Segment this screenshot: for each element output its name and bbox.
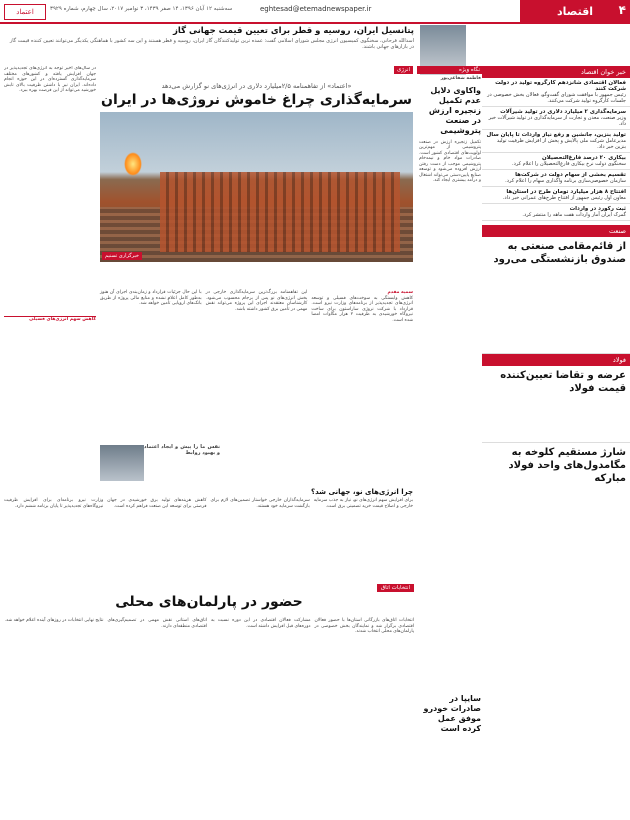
mid-column <box>417 66 483 820</box>
main-subhead: چرا انرژی‌های نو، جهانی شد؟ <box>311 488 413 496</box>
mid-author: فاطمه شفاعی‌پور <box>440 76 481 81</box>
top-story-title: پتانسیل ایران، روسیه و قطر برای تعیین قیمت جهانی گاز <box>173 26 414 36</box>
strip-col <box>107 498 206 578</box>
photo-rig <box>160 172 400 252</box>
mid-title: واکاوی دلایل عدم تکمیل زنجیره ارزش در صنعت پتروشیمی <box>428 85 481 135</box>
main-body <box>100 290 413 470</box>
strip-col <box>314 498 413 578</box>
left-title: کاهش سهم انرژی‌های فسیلی <box>29 317 96 322</box>
feature3-title: شارژ مستقیم کلوخه به مگامدول‌های واحد فولاد مبارکه <box>508 447 626 484</box>
quote-text: نفس ما را پیش و ایجاد اعتماد و بهبود روابط <box>144 444 220 456</box>
mid-second-title: سایپا در صادرات خودرو موفق عمل کرده است <box>423 693 481 733</box>
second-col <box>211 618 311 818</box>
section-title: اقتصاد <box>556 4 594 18</box>
main-photo <box>100 112 413 262</box>
feature-tag: صنعت <box>482 225 630 237</box>
second-col <box>4 618 104 818</box>
photo-credit: خبرگزاری تسنیم <box>102 252 142 260</box>
news-brief <box>482 187 630 204</box>
body-col <box>100 290 202 470</box>
newspaper-logo <box>4 4 46 20</box>
strip-col <box>211 498 310 578</box>
news-brief-text: گمرک ایران آمار واردات هفت ماهه را منتشر کرد. <box>522 212 626 218</box>
news-brief <box>482 204 630 221</box>
strip-col <box>4 498 103 578</box>
top-story-lead: اسدالله فرحانی، سخنگوی کمیسیون انرژی مجلس شورای اسلامی گفت: عمده ترین تولیدکنندگان گاز ایران، روسیه و قطر هستند و این سه کشور با هماهنگی یکدیگر می‌توانند تعیین کننده قیمت گاز در بازارهای جهانی باشند. <box>9 38 414 50</box>
right-column-header: خبر خوان اقتصاد <box>482 66 630 78</box>
body-col <box>206 290 308 470</box>
news-brief-text: وزیر صنعت، معدن و تجارت از سرمایه‌گذاری در تولید شیرآلات خبر داد. <box>488 115 626 127</box>
second-col <box>108 618 208 818</box>
strip-text: برای افزایش سهم انرژی‌های نو، نیاز به جذب سرمایه خارجی و اصلاح قیمت خرید تضمینی برق است. <box>313 498 413 509</box>
news-brief <box>482 130 630 153</box>
left-text: در سال‌های اخیر توجه به انرژی‌های تجدیدپذیر در جهان افزایش یافته و کشورهای مختلف سرمایه‌گذاری گسترده‌ای در این حوزه انجام داده‌اند. ایران نیز با داشتن ظرفیت بالای تابش خورشید می‌تواند از این فرصت بهره ببرد. <box>4 66 96 93</box>
main-kicker: «اعتماد» از تفاهمنامه ۲/۵میلیارد دلاری در انرژی‌های نو گزارش می‌دهد <box>161 82 352 90</box>
top-story <box>4 26 414 58</box>
main-title: سرمایه‌گذاری چراغ خاموش نروژی‌ها در ایران <box>101 92 412 108</box>
mid-text: تکمیل زنجیره ارزش در صنعت پتروشیمی از مهم‌ترین اولویت‌های اقتصادی کشور است. صادرات مواد خام و نیمه‌خام پتروشیمی موجب از دست رفتن ارزش افزوده می‌شود و توسعه صنایع پایین‌دستی می‌تواند اشتغال و درآمد بیشتری ایجاد کند. <box>419 139 481 183</box>
right-column <box>482 66 630 820</box>
news-brief-text: رئیس جمهور با موافقت شورای گفت‌وگو، فعالان بخش خصوصی در جلسات کارگروه تولید شرکت می‌کنند. <box>487 92 626 104</box>
body-col <box>311 290 413 470</box>
left-column <box>4 66 96 486</box>
left-box <box>4 316 96 323</box>
quote-photo <box>100 445 144 481</box>
main-tag: انرژی <box>394 66 413 74</box>
body-text: این تفاهمنامه بزرگ‌ترین سرمایه‌گذاری خارجی در بخش انرژی‌های نو پس از برجام محسوب می‌شود. کارشناسان معتقدند اجرای این پروژه می‌تواند نقش مهمی در تأمین برق کشور داشته باشد. <box>205 290 308 312</box>
second-text: انتخابات اتاق‌های بازرگانی استان‌ها با حضور فعالان اقتصادی برگزار شد و نمایندگان بخش خصوصی در پارلمان‌های محلی انتخاب شدند. <box>314 618 414 634</box>
news-brief-text: مدیرعامل شرکت ملی پالایش و پخش از افزایش ظرفیت تولید بنزین خبر داد. <box>496 138 626 150</box>
feature2-tag: فولاد <box>482 354 630 366</box>
second-text: مشارکت فعالان اقتصادی در این دوره نسبت به دوره‌های قبل افزایش داشته است. <box>211 618 311 629</box>
news-brief-title: تقسیم بخشی از سهام دولت در شرکت‌ها <box>515 172 626 178</box>
feature-body <box>482 269 630 354</box>
news-brief-title: افتتاح ۸ هزار میلیارد تومان طرح در استان‌ها <box>506 189 626 195</box>
strip-text: کاهش هزینه‌های تولید برق خورشیدی در جهان فرصتی برای توسعه این صنعت فراهم کرده است. <box>107 498 207 509</box>
news-brief <box>482 107 630 130</box>
news-brief-title: سرمایه‌گذاری ۲ میلیارد دلاری در تولید شیرآلات <box>500 109 626 115</box>
news-brief-text: سازمان خصوصی‌سازی برنامه واگذاری سهام را اعلام کرد. <box>505 178 626 184</box>
news-brief <box>482 153 630 170</box>
main-article <box>100 66 413 262</box>
news-brief-title: ثبت رکورد در واردات <box>569 206 626 212</box>
strip-text: وزارت نیرو برنامه‌ای برای افزایش ظرفیت نیروگاه‌های تجدیدپذیر تا پایان برنامه ششم دارد. <box>4 498 104 509</box>
page-number: ۴ <box>618 3 626 17</box>
feature2-body <box>482 398 630 443</box>
body-text: با این حال جزئیات قرارداد و زمان‌بندی اجرای آن هنوز به‌طور کامل اعلام نشده و منابع مالی پروژه از طریق بانک‌های اروپایی تأمین خواهد شد. <box>99 290 202 306</box>
second-text: اتاق‌های استانی نقش مهمی در تصمیم‌گیری‌های اقتصادی منطقه‌ای دارند. <box>107 618 207 629</box>
logo-text: اعتماد <box>16 8 34 16</box>
news-brief-title: بیکاری ۲۰ درصد فارغ‌التحصیلان <box>541 155 626 161</box>
photo-flare <box>124 152 142 176</box>
second-article <box>4 584 414 820</box>
second-tag: انتخابات اتاق <box>377 584 414 592</box>
news-brief-title: فعالان اقتصادی شانزدهم کارگروه تولید در دولت شرکت کنند <box>495 80 626 92</box>
second-text: نتایج نهایی انتخابات در روزهای آینده اعلام خواهد شد. <box>4 618 104 623</box>
second-title: حضور در پارلمان‌های محلی <box>115 594 303 610</box>
mid-tag: نگاه ویژه <box>417 66 483 74</box>
news-brief-title: تولید بنزین، جانشین و رفع نیاز واردات تا پایان سال <box>486 132 626 138</box>
issue-info: سه‌شنبه ۱۲ آبان ۱۳۹۶، ۱۴ صفر ۱۴۳۹، ۳ نوامبر ۲۰۱۷، سال چهارم، شماره ۳۹۲۹ <box>50 6 233 12</box>
news-brief-text: سخنگوی دولت نرخ بیکاری فارغ‌التحصیلان را اعلام کرد. <box>512 161 626 167</box>
section-label <box>520 0 630 22</box>
pull-quote <box>100 445 220 485</box>
body-text: کاهش وابستگی به سوخت‌های فسیلی و توسعه انرژی‌های تجدیدپذیر از برنامه‌های وزارت نیرو است. قرارداد با شرکت نروژی ساراستون برای ساخت نیروگاه خورشیدی به ظرفیت ۲ هزار مگاوات امضا شده است. <box>311 295 413 323</box>
news-brief <box>482 170 630 187</box>
second-body <box>4 618 414 818</box>
strip-text: سرمایه‌گذاران خارجی خواستار تضمین‌های لازم برای بازگشت سرمایه خود هستند. <box>210 498 310 509</box>
site-email[interactable]: eghtesad@etemadnewspaper.ir <box>260 5 372 13</box>
page-header <box>0 0 630 24</box>
lower-strip <box>4 498 413 578</box>
main-author: سمیه مقدم <box>387 290 413 295</box>
feature2-title: عرضه و تقاضا تعیین‌کننده قیمت فولاد <box>500 370 626 394</box>
news-brief-text: معاون اول رئیس جمهور از افتتاح طرح‌های عمرانی خبر داد. <box>502 195 626 201</box>
feature-title: از قائم‌مقامی صنعتی به صندوق بازنشستگی می‌رود <box>493 241 626 265</box>
second-col <box>315 618 415 818</box>
news-brief <box>482 78 630 107</box>
